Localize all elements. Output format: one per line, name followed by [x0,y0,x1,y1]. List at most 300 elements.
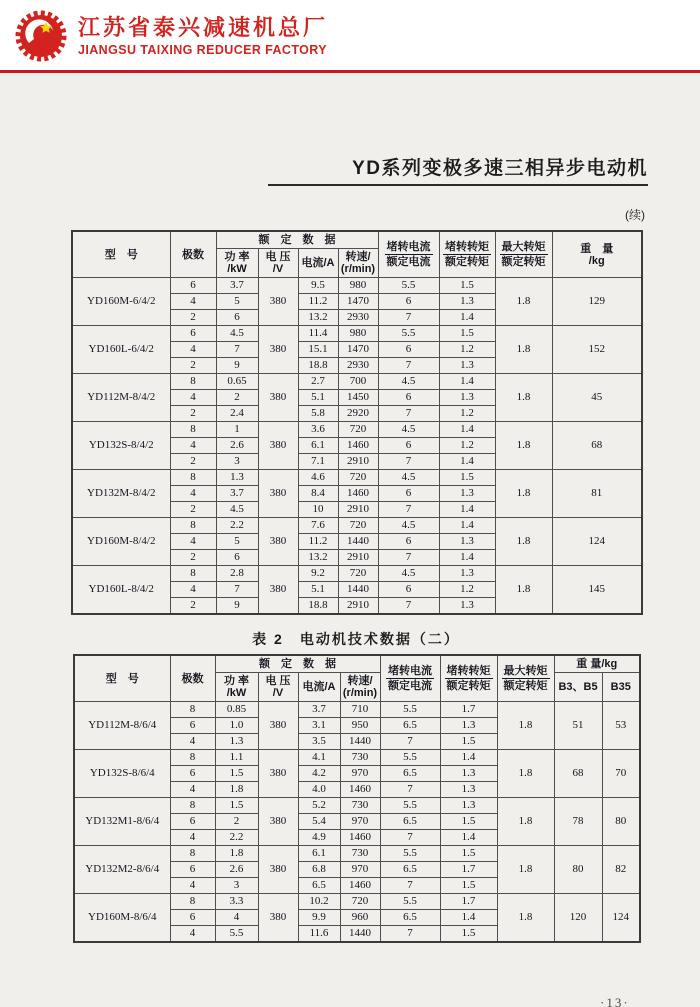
speed-cell: 1470 [338,342,378,358]
stall-current-cell: 7 [380,926,440,943]
power-cell: 3.7 [216,486,258,502]
stall-torque-cell: 1.4 [440,910,497,926]
table1-header-row-1 [72,231,642,249]
stall-current-cell: 4.5 [378,518,439,534]
voltage-cell: 380 [258,518,298,566]
poles-cell: 6 [170,814,215,830]
col-header-stall-current [380,655,440,702]
page-number: ·13· [600,995,630,1007]
model-cell: YD132M1-8/6/4 [74,798,170,846]
speed-cell: 980 [338,278,378,294]
max-torque-cell: 1.8 [497,798,554,846]
weight-cell: 124 [552,518,642,566]
power-cell: 6 [216,550,258,566]
max-torque-cell: 1.8 [497,702,554,750]
current-cell: 3.5 [298,734,340,750]
stall-current-cell: 5.5 [380,798,440,814]
col-header-stall-torque [440,655,497,702]
power-cell: 1.3 [215,734,258,750]
speed-cell: 1440 [340,734,380,750]
speed-cell: 1460 [340,878,380,894]
stall-torque-cell: 1.2 [439,342,495,358]
max-torque-cell: 1.8 [495,566,552,615]
current-cell: 18.8 [298,358,338,374]
current-cell: 3.1 [298,718,340,734]
poles-cell: 2 [170,406,216,422]
stall-torque-cell: 1.4 [439,422,495,438]
current-cell: 4.6 [298,470,338,486]
company-name-cn: 江苏省泰兴减速机总厂 [78,15,329,40]
stall-torque-cell: 1.7 [440,862,497,878]
voltage-cell: 380 [258,422,298,470]
max-torque-cell: 1.8 [495,326,552,374]
current-cell: 7.6 [298,518,338,534]
col-header-poles: 极数 [170,655,215,702]
power-cell: 4.5 [216,326,258,342]
poles-cell: 8 [170,750,215,766]
weight-b35-cell: 80 [602,798,640,846]
stall-torque-cell: 1.5 [440,734,497,750]
poles-cell: 6 [170,326,216,342]
col-header-weight-b35: B35 [602,673,640,702]
table-row [74,798,640,814]
power-cell: 3 [215,878,258,894]
model-cell: YD112M-8/4/2 [72,374,170,422]
stall-current-cell: 6.5 [380,766,440,782]
weight-cell: 45 [552,374,642,422]
weight-cell: 129 [552,278,642,326]
table-row [72,278,642,294]
power-cell: 2.6 [215,862,258,878]
power-cell: 2.8 [216,566,258,582]
voltage-cell: 380 [258,702,298,750]
col-header-poles: 极数 [170,231,216,278]
power-label-line2: /kW [226,687,247,699]
company-name-en: JIANGSU TAIXING REDUCER FACTORY [78,43,327,57]
stall-torque-cell: 1.3 [439,598,495,615]
speed-cell: 720 [338,518,378,534]
voltage-label-line1: 电 压 [265,675,291,687]
stall-torque-denominator: 额定转矩 [446,680,491,692]
stall-torque-cell: 1.4 [439,550,495,566]
poles-cell: 2 [170,550,216,566]
stall-current-numerator: 堵转电流 [388,665,432,677]
current-cell: 5.2 [298,798,340,814]
voltage-cell: 380 [258,846,298,894]
stall-current-cell: 5.5 [380,894,440,910]
speed-cell: 2920 [338,406,378,422]
col-header-rated-data: 额 定 数 据 [216,231,378,249]
power-cell: 7 [216,582,258,598]
col-header-rated-data: 额 定 数 据 [215,655,380,673]
stall-current-cell: 7 [378,310,439,326]
col-header-speed [338,249,378,278]
stall-torque-cell: 1.2 [439,406,495,422]
stall-torque-cell: 1.4 [439,454,495,470]
poles-cell: 4 [170,782,215,798]
stall-current-cell: 7 [378,358,439,374]
model-cell: YD132M2-8/6/4 [74,846,170,894]
voltage-cell: 380 [258,470,298,518]
col-header-weight-group: 重 量/kg [554,655,640,673]
speed-cell: 970 [340,862,380,878]
voltage-label-line2: /V [272,263,284,275]
col-header-speed [340,673,380,702]
stall-current-cell: 5.5 [378,326,439,342]
col-header-model: 型 号 [72,231,170,278]
stall-current-cell: 6 [378,342,439,358]
stall-current-cell: 7 [378,454,439,470]
company-name-block [78,16,328,57]
power-cell: 9 [216,598,258,615]
model-cell: YD160M-8/4/2 [72,518,170,566]
col-header-weight [552,231,642,278]
current-cell: 11.6 [298,926,340,943]
current-cell: 6.1 [298,438,338,454]
poles-cell: 2 [170,454,216,470]
model-cell: YD112M-8/6/4 [74,702,170,750]
stall-torque-cell: 1.7 [440,702,497,718]
stall-torque-cell: 1.3 [440,718,497,734]
model-cell: YD132M-8/4/2 [72,470,170,518]
power-cell: 4.5 [216,502,258,518]
stall-current-cell: 7 [378,598,439,615]
col-header-power [216,249,258,278]
stall-torque-cell: 1.4 [440,830,497,846]
speed-cell: 2910 [338,454,378,470]
power-cell: 1.5 [215,798,258,814]
stall-current-cell: 5.5 [380,750,440,766]
poles-cell: 4 [170,342,216,358]
col-header-stall-torque [439,231,495,278]
voltage-cell: 380 [258,566,298,615]
speed-cell: 730 [340,846,380,862]
company-gear-logo-icon [15,10,67,62]
speed-cell: 710 [340,702,380,718]
power-cell: 2.6 [216,438,258,454]
model-cell: YD160L-6/4/2 [72,326,170,374]
power-cell: 2.2 [215,830,258,846]
speed-cell: 720 [338,422,378,438]
power-cell: 9 [216,358,258,374]
power-cell: 5 [216,294,258,310]
max-torque-cell: 1.8 [495,422,552,470]
poles-cell: 8 [170,702,215,718]
col-header-model: 型 号 [74,655,170,702]
current-cell: 4.1 [298,750,340,766]
power-cell: 3.7 [216,278,258,294]
table-row [74,702,640,718]
table2-header-row-1 [74,655,640,673]
poles-cell: 6 [170,862,215,878]
max-torque-cell: 1.8 [497,894,554,943]
col-header-voltage [258,249,298,278]
stall-torque-numerator: 堵转转矩 [445,241,489,253]
current-cell: 5.1 [298,390,338,406]
stall-torque-cell: 1.4 [439,518,495,534]
stall-torque-cell: 1.5 [440,878,497,894]
table-row [72,374,642,390]
page-header [0,0,700,70]
table-row [72,518,642,534]
poles-cell: 4 [170,390,216,406]
current-cell: 9.2 [298,566,338,582]
stall-torque-cell: 1.2 [439,438,495,454]
voltage-label-line1: 电 压 [265,251,291,263]
stall-torque-cell: 1.7 [440,894,497,910]
speed-label-line1: 转速/ [345,251,371,263]
current-cell: 4.0 [298,782,340,798]
poles-cell: 6 [170,910,215,926]
model-cell: YD160M-6/4/2 [72,278,170,326]
poles-cell: 8 [170,518,216,534]
stall-torque-denominator: 额定转矩 [445,256,489,268]
speed-cell: 1440 [340,926,380,943]
poles-cell: 8 [170,894,215,910]
voltage-cell: 380 [258,798,298,846]
poles-cell: 2 [170,310,216,326]
stall-torque-cell: 1.4 [440,750,497,766]
col-header-stall-current [378,231,439,278]
power-cell: 1.5 [215,766,258,782]
power-label-line1: 功 率 [224,251,250,263]
weight-b3b5-cell: 68 [554,750,602,798]
speed-cell: 970 [340,766,380,782]
power-cell: 5.5 [215,926,258,943]
stall-torque-cell: 1.3 [440,798,497,814]
current-cell: 7.1 [298,454,338,470]
poles-cell: 8 [170,374,216,390]
stall-torque-cell: 1.5 [439,278,495,294]
continued-marker: (续) [625,208,645,222]
poles-cell: 4 [170,438,216,454]
max-torque-denominator: 额定转矩 [503,680,548,692]
stall-torque-cell: 1.3 [439,358,495,374]
voltage-cell: 380 [258,894,298,943]
current-cell: 6.5 [298,878,340,894]
speed-cell: 2910 [338,550,378,566]
power-cell: 1.8 [215,846,258,862]
speed-cell: 730 [340,750,380,766]
stall-current-denominator: 额定电流 [386,256,431,268]
poles-cell: 6 [170,718,215,734]
model-cell: YD132S-8/6/4 [74,750,170,798]
stall-current-cell: 7 [378,406,439,422]
speed-cell: 1460 [338,438,378,454]
power-cell: 1.3 [216,470,258,486]
voltage-label-line2: /V [272,687,284,699]
stall-current-cell: 6 [378,390,439,406]
col-header-current: 电流/A [298,249,338,278]
power-cell: 6 [216,310,258,326]
poles-cell: 4 [170,926,215,943]
weight-b35-cell: 70 [602,750,640,798]
power-cell: 2 [216,390,258,406]
weight-b3b5-cell: 80 [554,846,602,894]
power-cell: 2.4 [216,406,258,422]
power-cell: 2.2 [216,518,258,534]
col-header-current: 电流/A [298,673,340,702]
stall-current-cell: 6.5 [380,862,440,878]
weight-b35-cell: 124 [602,894,640,943]
power-cell: 4 [215,910,258,926]
table-row [74,846,640,862]
table-row [72,326,642,342]
speed-cell: 1440 [338,534,378,550]
speed-cell: 980 [338,326,378,342]
weight-b3b5-cell: 78 [554,798,602,846]
max-torque-denominator: 额定转矩 [501,256,546,268]
max-torque-numerator: 最大转矩 [501,241,546,253]
header-divider-rule [0,70,700,73]
speed-cell: 950 [340,718,380,734]
current-cell: 3.7 [298,702,340,718]
stall-current-cell: 4.5 [378,422,439,438]
speed-cell: 960 [340,910,380,926]
model-cell: YD132S-8/4/2 [72,422,170,470]
speed-cell: 720 [338,470,378,486]
current-cell: 3.6 [298,422,338,438]
speed-cell: 1440 [338,582,378,598]
current-cell: 11.2 [298,534,338,550]
speed-label-line2: (r/min) [342,687,378,699]
stall-current-cell: 7 [380,878,440,894]
model-cell: YD160M-8/6/4 [74,894,170,943]
max-torque-cell: 1.8 [497,750,554,798]
current-cell: 10 [298,502,338,518]
stall-current-cell: 5.5 [380,846,440,862]
table-row [72,422,642,438]
weight-label-line1: 重 量 [580,242,614,255]
speed-cell: 1460 [340,830,380,846]
weight-label-line2: /kg [588,254,605,267]
power-cell: 1 [216,422,258,438]
power-cell: 3 [216,454,258,470]
weight-b3b5-cell: 120 [554,894,602,943]
poles-cell: 2 [170,358,216,374]
speed-cell: 720 [338,566,378,582]
col-header-max-torque [495,231,552,278]
stall-torque-cell: 1.4 [439,502,495,518]
stall-torque-cell: 1.3 [439,486,495,502]
poles-cell: 6 [170,766,215,782]
stall-torque-cell: 1.3 [439,294,495,310]
col-header-weight-b3b5: B3、B5 [554,673,602,702]
weight-b3b5-cell: 51 [554,702,602,750]
current-cell: 13.2 [298,550,338,566]
table-row [74,894,640,910]
stall-current-cell: 4.5 [378,470,439,486]
current-cell: 6.8 [298,862,340,878]
current-cell: 18.8 [298,598,338,615]
poles-cell: 4 [170,830,215,846]
stall-torque-cell: 1.3 [439,566,495,582]
poles-cell: 4 [170,294,216,310]
stall-torque-cell: 1.3 [439,390,495,406]
stall-current-numerator: 堵转电流 [386,241,431,253]
table-row [72,470,642,486]
speed-cell: 2930 [338,310,378,326]
poles-cell: 8 [170,798,215,814]
current-cell: 9.5 [298,278,338,294]
current-cell: 10.2 [298,894,340,910]
stall-current-denominator: 额定电流 [388,680,432,692]
poles-cell: 8 [170,470,216,486]
stall-torque-cell: 1.4 [439,310,495,326]
poles-cell: 8 [170,422,216,438]
col-header-voltage [258,673,298,702]
weight-b35-cell: 82 [602,846,640,894]
power-cell: 2 [215,814,258,830]
power-cell: 5 [216,534,258,550]
stall-current-cell: 4.5 [378,374,439,390]
stall-current-cell: 6 [378,294,439,310]
current-cell: 11.4 [298,326,338,342]
model-cell: YD160L-8/4/2 [72,566,170,615]
speed-cell: 2910 [338,598,378,615]
speed-cell: 1450 [338,390,378,406]
power-cell: 7 [216,342,258,358]
power-label-line1: 功 率 [223,675,250,687]
speed-label-line1: 转速/ [347,675,373,687]
stall-torque-cell: 1.4 [439,374,495,390]
current-cell: 9.9 [298,910,340,926]
power-label-line2: /kW [227,263,247,275]
stall-torque-cell: 1.3 [440,782,497,798]
stall-torque-cell: 1.5 [439,326,495,342]
poles-cell: 4 [170,878,215,894]
weight-cell: 152 [552,326,642,374]
weight-cell: 68 [552,422,642,470]
table-row [74,750,640,766]
title-underline [268,184,648,186]
current-cell: 13.2 [298,310,338,326]
stall-torque-cell: 1.5 [440,926,497,943]
current-cell: 15.1 [298,342,338,358]
speed-cell: 720 [340,894,380,910]
stall-current-cell: 6.5 [380,910,440,926]
speed-cell: 730 [340,798,380,814]
speed-cell: 970 [340,814,380,830]
current-cell: 5.8 [298,406,338,422]
table-row [72,566,642,582]
stall-current-cell: 6 [378,582,439,598]
speed-cell: 2930 [338,358,378,374]
poles-cell: 4 [170,582,216,598]
current-cell: 4.9 [298,830,340,846]
speed-cell: 1460 [340,782,380,798]
max-torque-cell: 1.8 [495,278,552,326]
col-header-power [215,673,258,702]
current-cell: 5.4 [298,814,340,830]
stall-current-cell: 7 [380,782,440,798]
speed-cell: 700 [338,374,378,390]
col-header-max-torque [497,655,554,702]
current-cell: 6.1 [298,846,340,862]
max-torque-cell: 1.8 [495,518,552,566]
voltage-cell: 380 [258,278,298,326]
stall-torque-cell: 1.5 [440,814,497,830]
stall-torque-numerator: 堵转转矩 [446,665,491,677]
poles-cell: 4 [170,734,215,750]
current-cell: 11.2 [298,294,338,310]
power-cell: 1.0 [215,718,258,734]
stall-current-cell: 6.5 [380,814,440,830]
stall-torque-cell: 1.3 [439,534,495,550]
voltage-cell: 380 [258,374,298,422]
power-cell: 3.3 [215,894,258,910]
stall-current-cell: 7 [378,550,439,566]
